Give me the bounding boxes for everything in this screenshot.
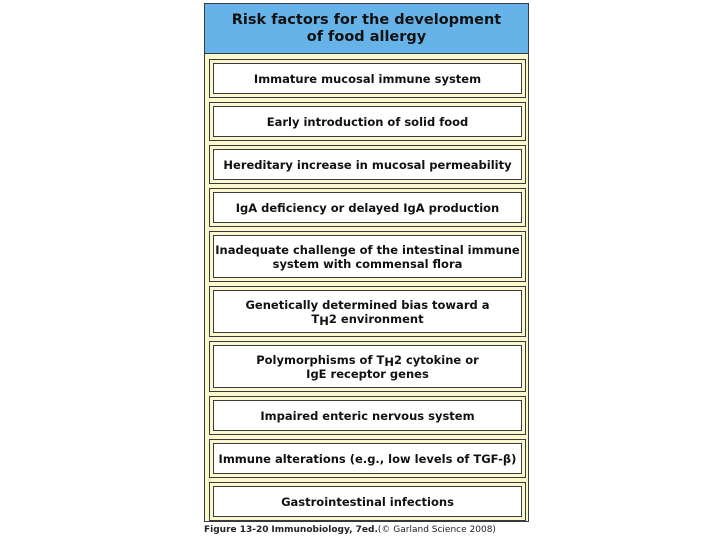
factor-box — [209, 102, 526, 141]
factor-box — [209, 439, 526, 478]
factor-box — [209, 482, 526, 521]
factor-label-line-2: TH2 environment — [311, 311, 424, 328]
factor-label: Gastrointestinal infections — [281, 494, 454, 509]
factor-box — [209, 231, 526, 282]
figure-title-line-1: Risk factors for the development — [231, 11, 502, 28]
factor-label-line-2: IgE receptor genes — [306, 366, 429, 381]
risk-factors-figure — [204, 3, 529, 522]
figure-title — [205, 4, 528, 54]
factor-box — [209, 396, 526, 435]
factor-box — [209, 341, 526, 392]
factor-box — [209, 188, 526, 227]
factor-label: Early introduction of solid food — [266, 114, 469, 129]
factor-label: Immature mucosal immune system — [253, 71, 482, 86]
factor-label: Inadequate challenge of the intestinal immune — [215, 242, 520, 257]
factor-box — [209, 59, 526, 98]
figure-number: Figure 13-20 — [204, 525, 269, 535]
factor-label: Genetically determined bias toward a — [245, 297, 490, 312]
factor-box — [209, 286, 526, 337]
book-title: Immunobiology, 7ed. — [271, 525, 378, 535]
factor-label-line-2: system with commensal flora — [272, 256, 463, 271]
factor-label: Immune alterations (e.g., low levels of TGF-β) — [218, 451, 517, 466]
factor-label: Hereditary increase in mucosal permeability — [223, 157, 512, 172]
factor-label: IgA deficiency or delayed IgA production — [235, 200, 500, 215]
factor-label: Polymorphisms of TH2 cytokine or — [256, 352, 479, 369]
factor-box — [209, 145, 526, 184]
factor-label: Impaired enteric nervous system — [260, 408, 475, 423]
copyright-notice: (© Garland Science 2008) — [377, 525, 496, 535]
figure-title-line-2: of food allergy — [306, 28, 427, 45]
figure-caption — [204, 525, 496, 535]
